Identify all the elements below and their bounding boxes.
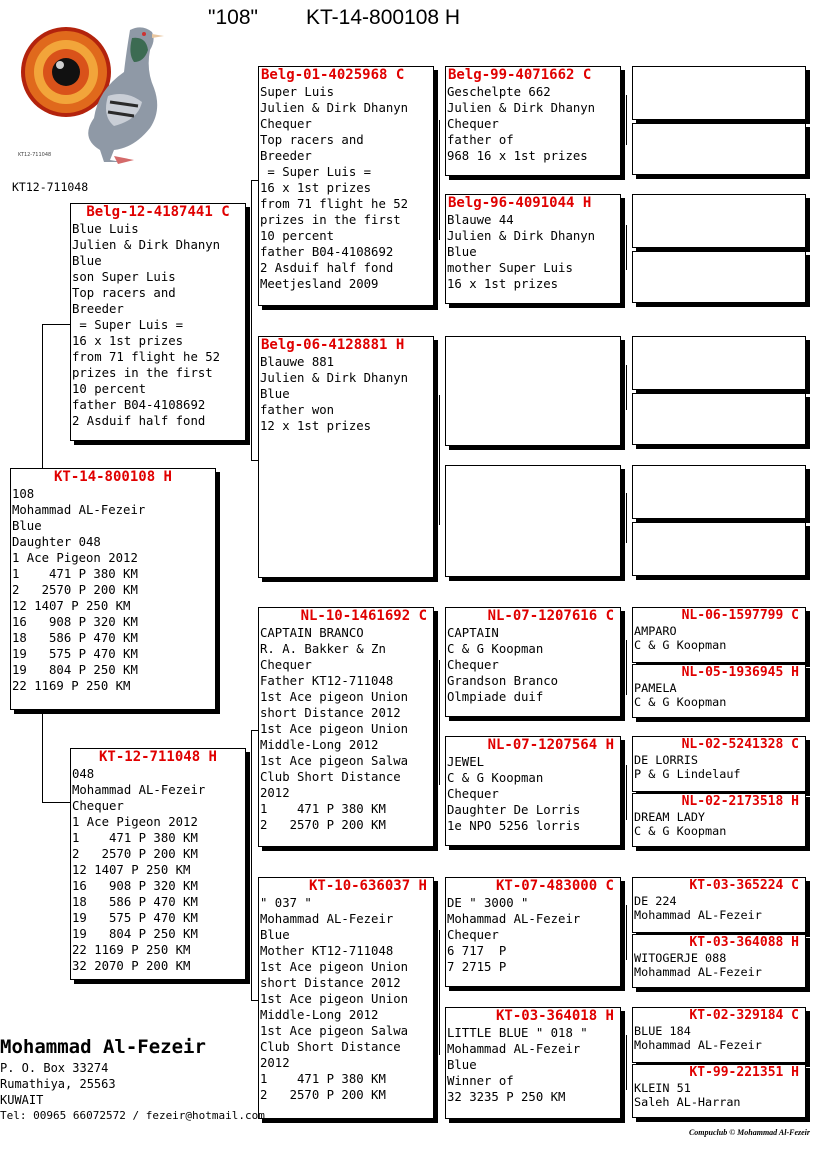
subject-line: 22 1169 P 250 KM [12, 679, 131, 693]
gen3-ring: Belg-96-4091044 H [448, 195, 592, 211]
dam-dam-box[interactable] [258, 877, 434, 1119]
dam-dam-line: 2 2570 P 200 KM [260, 1088, 386, 1102]
connector-line [251, 730, 258, 731]
sire-line: Blue [72, 254, 102, 268]
gen3-line: Chequer [447, 658, 499, 672]
gen3-line: father of [447, 133, 514, 147]
gen3-line: Blue [447, 1058, 477, 1072]
sire-sire-line: from 71 flight he 52 [260, 197, 409, 211]
dam-line: Mohammad AL-Fezeir [72, 783, 206, 797]
gen4-line: C & G Koopman [634, 824, 727, 838]
gen3-line: 32 3235 P 250 KM [447, 1090, 566, 1104]
gen4-line: WITOGERJE 088 [634, 951, 727, 965]
gen4-ring: NL-06-1597799 C [681, 608, 799, 623]
owner-address-line: KUWAIT [0, 1093, 44, 1107]
gen3-line: Mohammad AL-Fezeir [447, 1042, 581, 1056]
connector-line [251, 460, 258, 461]
dam-line: 19 804 P 250 KM [72, 927, 198, 941]
subject-line: 12 1407 P 250 KM [12, 599, 131, 613]
gen3-line: 6 717 P [447, 944, 507, 958]
subject-ring: KT-14-800108 H [53, 469, 172, 485]
gen3-line: C & G Koopman [447, 642, 544, 656]
sire-line: 2 Asduif half fond [72, 414, 206, 428]
gen4-box-empty-7[interactable] [632, 465, 806, 519]
gen3-line: LITTLE BLUE " 018 " [447, 1026, 588, 1040]
sire-dam-box[interactable] [258, 336, 434, 578]
gen4-box[interactable] [632, 934, 806, 988]
gen3-box-5[interactable] [445, 607, 621, 717]
gen3-line: 16 x 1st prizes [447, 277, 559, 291]
connector-line [251, 180, 258, 181]
connector-line [626, 905, 627, 960]
gen3-ring: Belg-99-4071662 C [448, 67, 592, 83]
gen3-line: Julien & Dirk Dhanyn [447, 101, 596, 115]
subject-line: 18 586 P 470 KM [12, 631, 138, 645]
gen3-line: Daughter De Lorris [447, 803, 581, 817]
sire-line: from 71 flight he 52 [72, 350, 221, 364]
gen4-box-empty-6[interactable] [632, 393, 806, 445]
dam-sire-line: short Distance 2012 [260, 706, 401, 720]
subject-line: 19 804 P 250 KM [12, 663, 138, 677]
sire-sire-line: Breeder [260, 149, 312, 163]
gen4-box[interactable] [632, 877, 806, 933]
gen4-line: DE LORRIS [634, 753, 698, 767]
dam-sire-line: Club Short Distance [260, 770, 401, 784]
gen4-box-empty-8[interactable] [632, 522, 806, 576]
connector-line [42, 324, 70, 325]
sire-ring: Belg-12-4187441 C [86, 204, 230, 220]
dam-sire-box[interactable] [258, 607, 434, 847]
connector-line [626, 225, 627, 270]
dam-line: 19 575 P 470 KM [72, 911, 198, 925]
connector-line [439, 395, 440, 525]
gen3-box-3-empty[interactable] [445, 336, 621, 446]
sire-sire-line: father B04-4108692 [260, 245, 394, 259]
gen4-box-empty-2[interactable] [632, 123, 806, 175]
gen4-ring: KT-99-221351 H [689, 1065, 799, 1080]
owner-address-line: P. O. Box 33274 [0, 1061, 109, 1075]
gen4-box[interactable] [632, 664, 806, 718]
dam-box[interactable] [70, 748, 246, 980]
gen4-line: DE 224 [634, 894, 677, 908]
sire-dam-ring: Belg-06-4128881 H [261, 337, 405, 353]
dam-sire-line: 1st Ace pigeon Union [260, 690, 409, 704]
gen3-box-6[interactable] [445, 736, 621, 846]
gen3-line: Blue [447, 245, 477, 259]
gen3-line: DE " 3000 " [447, 896, 529, 910]
gen4-ring: KT-02-329184 C [689, 1008, 799, 1023]
gen3-line: Mohammad AL-Fezeir [447, 912, 581, 926]
dam-dam-line: 2012 [260, 1056, 290, 1070]
connector-line [626, 765, 627, 820]
dam-sire-ring: NL-10-1461692 C [300, 608, 427, 624]
gen4-box-empty-4[interactable] [632, 251, 806, 303]
gen4-ring: NL-02-2173518 H [681, 794, 799, 809]
dam-sire-line: 1 471 P 380 KM [260, 802, 386, 816]
gen3-ring: NL-07-1207564 H [487, 737, 614, 753]
sire-dam-line: Blauwe 881 [260, 355, 335, 369]
connector-line [42, 324, 43, 468]
gen4-ring: NL-05-1936945 H [681, 665, 799, 680]
dam-line: 1 Ace Pigeon 2012 [72, 815, 198, 829]
pigeon-photo [14, 10, 174, 170]
gen4-box-empty-5[interactable] [632, 336, 806, 390]
gen4-line: PAMELA [634, 681, 677, 695]
sire-dam-line: 12 x 1st prizes [260, 419, 372, 433]
photo-tiny-label: KT12-711048 [18, 152, 52, 158]
gen4-box[interactable] [632, 793, 806, 847]
dam-dam-line: Mohammad AL-Fezeir [260, 912, 394, 926]
gen4-box[interactable] [632, 1064, 806, 1118]
dam-dam-ring: KT-10-636037 H [308, 878, 427, 894]
subject-line: Blue [12, 519, 42, 533]
sire-box[interactable] [70, 203, 246, 441]
subject-line: 19 575 P 470 KM [12, 647, 138, 661]
sire-sire-line: Top racers and [260, 133, 364, 147]
pigeon-ring-title: KT-14-800108 H [306, 6, 461, 29]
subject-pigeon-box[interactable] [10, 468, 216, 710]
gen3-line: CAPTAIN [447, 626, 499, 640]
dam-ring: KT-12-711048 H [98, 749, 217, 765]
gen4-line: Saleh AL-Harran [634, 1095, 741, 1109]
gen3-line: mother Super Luis [447, 261, 573, 275]
gen3-line: Olmpiade duif [447, 690, 544, 704]
gen3-line: 1e NPO 5256 lorris [447, 819, 581, 833]
gen4-line: P & G Lindelauf [634, 767, 741, 781]
dam-sire-line: 2 2570 P 200 KM [260, 818, 386, 832]
sire-sire-box[interactable] [258, 66, 434, 306]
sire-dam-line: father won [260, 403, 335, 417]
dam-sire-line: R. A. Bakker & Zn [260, 642, 386, 656]
gen3-box-4-empty[interactable] [445, 465, 621, 577]
gen3-line: 7 2715 P [447, 960, 507, 974]
gen3-line: Chequer [447, 928, 499, 942]
gen3-box-7[interactable] [445, 877, 621, 987]
connector-line [251, 1000, 258, 1001]
sire-line: son Super Luis [72, 270, 176, 284]
pigeon-name: "108" [208, 6, 258, 29]
sire-sire-line: = Super Luis = [260, 165, 372, 179]
gen3-line: 968 16 x 1st prizes [447, 149, 588, 163]
gen4-box-empty-3[interactable] [632, 194, 806, 248]
sire-line: prizes in the first [72, 366, 213, 380]
dam-dam-line: 1st Ace pigeon Union [260, 992, 409, 1006]
dam-sire-line: Middle-Long 2012 [260, 738, 379, 752]
dam-line: Chequer [72, 799, 124, 813]
subject-line: 1 471 P 380 KM [12, 567, 138, 581]
gen3-line: Chequer [447, 117, 499, 131]
connector-line [439, 660, 440, 785]
dam-sire-line: CAPTAIN BRANCO [260, 626, 364, 640]
sire-sire-line: Julien & Dirk Dhanyn [260, 101, 409, 115]
sire-sire-line: 10 percent [260, 229, 335, 243]
connector-line [626, 640, 627, 695]
connector-line [42, 712, 43, 802]
gen4-line: Mohammad AL-Fezeir [634, 908, 762, 922]
subject-line: 2 2570 P 200 KM [12, 583, 138, 597]
connector-line [251, 730, 252, 1000]
subject-line: 16 908 P 320 KM [12, 615, 138, 629]
dam-dam-line: " 037 " [260, 896, 312, 910]
dam-sire-line: 1st Ace pigeon Salwa [260, 754, 409, 768]
dam-dam-line: Mother KT12-711048 [260, 944, 394, 958]
dam-dam-line: Blue [260, 928, 290, 942]
sire-sire-line: prizes in the first [260, 213, 401, 227]
owner-name: Mohammad Al-Fezeir [0, 1036, 206, 1058]
gen4-line: DREAM LADY [634, 810, 706, 824]
sire-line: father B04-4108692 [72, 398, 206, 412]
dam-dam-line: 1st Ace pigeon Salwa [260, 1024, 409, 1038]
sire-dam-line: Blue [260, 387, 290, 401]
gen4-line: C & G Koopman [634, 638, 727, 652]
gen4-box[interactable] [632, 607, 806, 663]
dam-dam-line: 1 471 P 380 KM [260, 1072, 386, 1086]
dam-sire-line: 2012 [260, 786, 290, 800]
gen4-box[interactable] [632, 736, 806, 792]
gen4-box[interactable] [632, 1007, 806, 1063]
dam-dam-line: 1st Ace pigeon Union [260, 960, 409, 974]
subject-line: Mohammad AL-Fezeir [12, 503, 146, 517]
gen3-line: C & G Koopman [447, 771, 544, 785]
gen4-line: C & G Koopman [634, 695, 727, 709]
dam-line: 16 908 P 320 KM [72, 879, 198, 893]
connector-line [439, 930, 440, 1055]
sire-sire-line: 2 Asduif half fond [260, 261, 394, 275]
gen4-ring: KT-03-365224 C [689, 878, 799, 893]
subject-line: 108 [12, 487, 35, 501]
connector-line [626, 1035, 627, 1090]
gen4-line: AMPARO [634, 624, 677, 638]
gen3-box-2[interactable] [445, 194, 621, 304]
sire-line: 10 percent [72, 382, 147, 396]
dam-line: 18 586 P 470 KM [72, 895, 198, 909]
connector-line [439, 120, 440, 240]
sire-sire-line: Meetjesland 2009 [260, 277, 379, 291]
connector-line [626, 95, 627, 145]
sire-sire-ring: Belg-01-4025968 C [261, 67, 405, 83]
gen3-box-8[interactable] [445, 1007, 621, 1119]
gen3-ring: KT-07-483000 C [495, 878, 614, 894]
dam-sire-line: 1st Ace pigeon Union [260, 722, 409, 736]
dam-dam-line: Middle-Long 2012 [260, 1008, 379, 1022]
gen3-box-1[interactable] [445, 66, 621, 176]
sire-sire-line: Chequer [260, 117, 312, 131]
gen4-line: Mohammad AL-Fezeir [634, 1038, 762, 1052]
subject-line: Daughter 048 [12, 535, 101, 549]
gen3-line: JEWEL [447, 755, 485, 769]
dam-sire-line: Father KT12-711048 [260, 674, 394, 688]
sire-line: Julien & Dirk Dhanyn [72, 238, 221, 252]
gen3-line: Grandson Branco [447, 674, 559, 688]
gen3-line: Blauwe 44 [447, 213, 514, 227]
gen3-line: Geschelpte 662 [447, 85, 551, 99]
connector-line [251, 180, 252, 460]
gen3-ring: NL-07-1207616 C [487, 608, 614, 624]
dam-dam-line: Club Short Distance [260, 1040, 401, 1054]
pigeon-eye-image [21, 27, 111, 117]
sire-line: Top racers and [72, 286, 176, 300]
dam-line: 1 471 P 380 KM [72, 831, 198, 845]
footer-credit: Compuclub © Mohammad Al-Fezeir [688, 1128, 810, 1137]
sire-line: Blue Luis [72, 222, 139, 236]
connector-line [42, 802, 70, 803]
dam-sire-line: Chequer [260, 658, 312, 672]
gen4-ring: NL-02-5241328 C [681, 737, 799, 752]
gen3-line: Winner of [447, 1074, 514, 1088]
gen4-line: Mohammad AL-Fezeir [634, 965, 762, 979]
gen3-line: Chequer [447, 787, 499, 801]
subject-line: 1 Ace Pigeon 2012 [12, 551, 138, 565]
sire-line: 16 x 1st prizes [72, 334, 184, 348]
gen4-box-empty-1[interactable] [632, 66, 806, 120]
gen4-line: KLEIN 51 [634, 1081, 691, 1095]
connector-line [626, 493, 627, 543]
dam-line: 2 2570 P 200 KM [72, 847, 198, 861]
sire-dam-line: Julien & Dirk Dhanyn [260, 371, 409, 385]
gen4-line: BLUE 184 [634, 1024, 691, 1038]
dam-line: 12 1407 P 250 KM [72, 863, 191, 877]
sire-sire-line: 16 x 1st prizes [260, 181, 372, 195]
gen3-ring: KT-03-364018 H [495, 1008, 614, 1024]
gen4-ring: KT-03-364088 H [689, 935, 799, 950]
gen3-line: Julien & Dirk Dhanyn [447, 229, 596, 243]
sire-sire-line: Super Luis [260, 85, 335, 99]
owner-address-line: Rumathiya, 25563 [0, 1077, 116, 1091]
dam-dam-line: short Distance 2012 [260, 976, 401, 990]
dam-line: 22 1169 P 250 KM [72, 943, 191, 957]
connector-line [626, 365, 627, 410]
photo-caption: KT12-711048 [12, 180, 89, 194]
dam-line: 32 2070 P 200 KM [72, 959, 191, 973]
owner-contact-line: Tel: 00965 66072572 / fezeir@hotmail.com [0, 1109, 265, 1122]
dam-line: 048 [72, 767, 95, 781]
sire-line: Breeder [72, 302, 124, 316]
sire-line: = Super Luis = [72, 318, 184, 332]
